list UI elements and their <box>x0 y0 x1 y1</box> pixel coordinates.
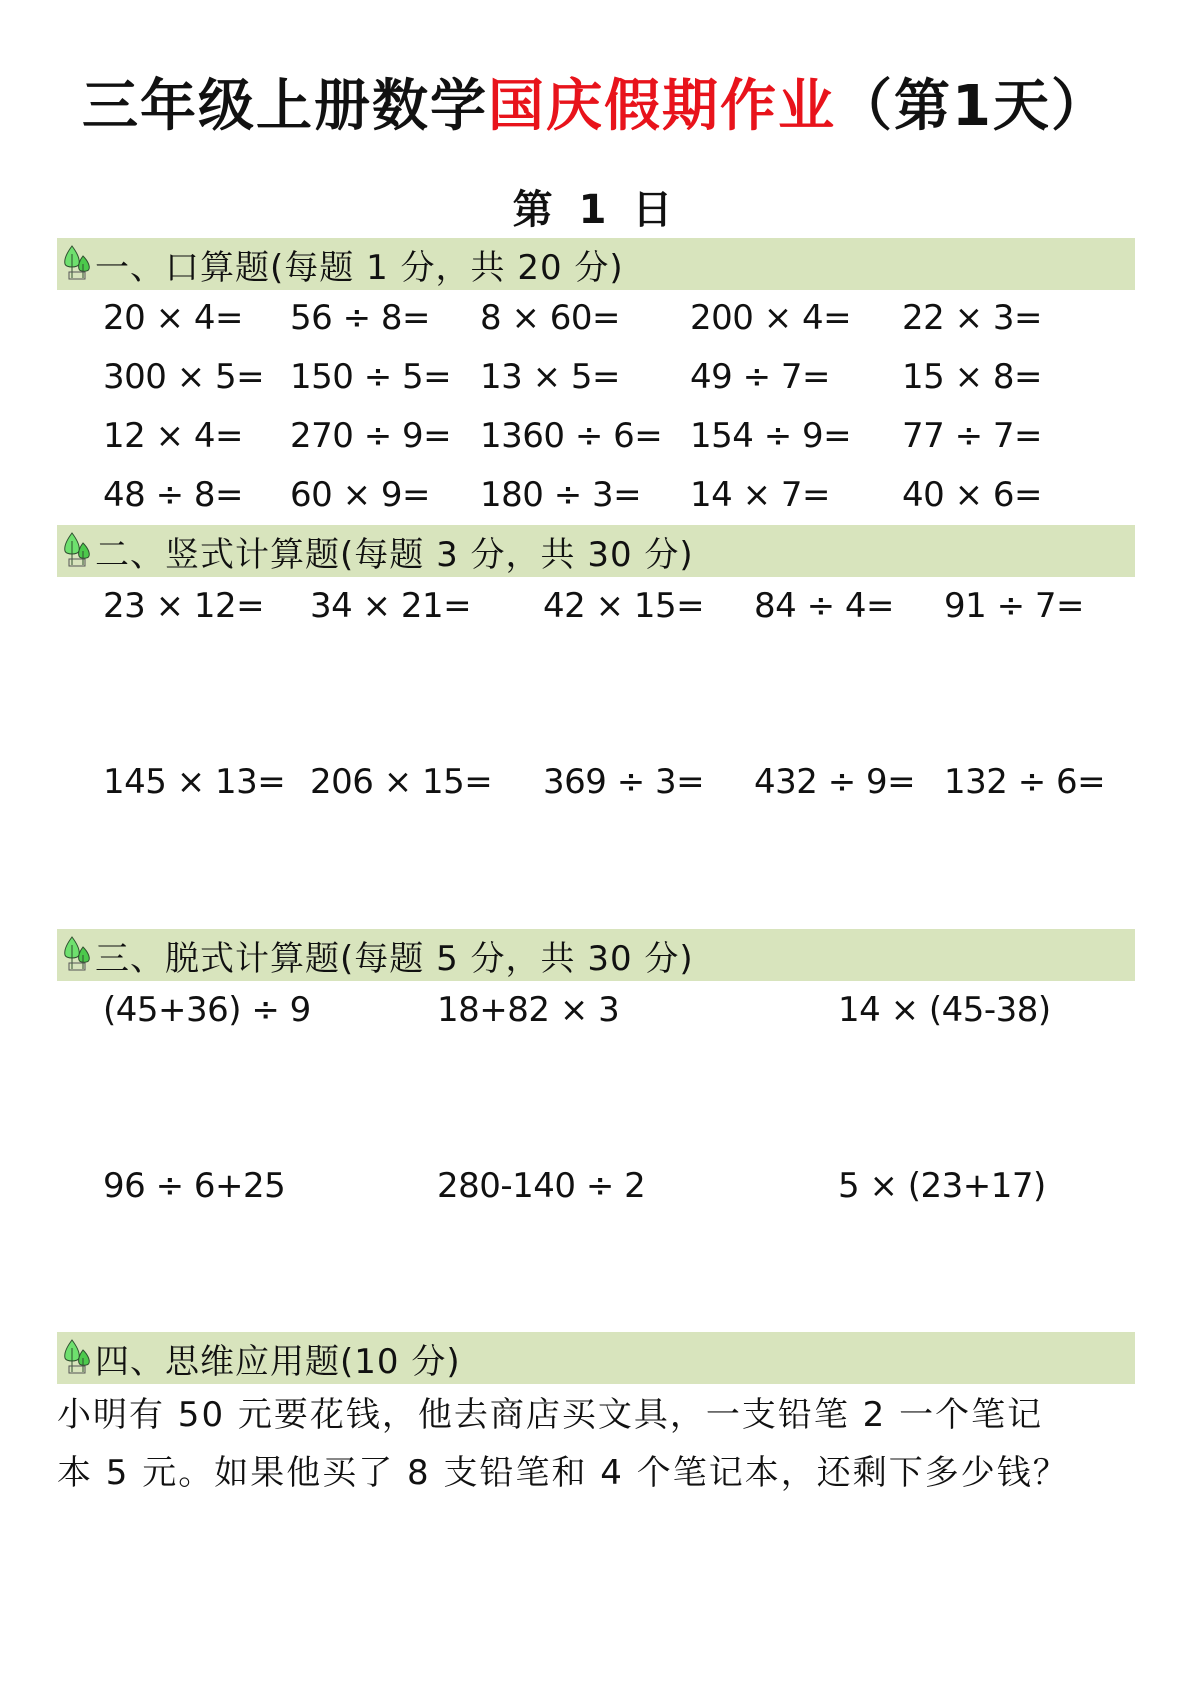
problem: 1360 ÷ 6= <box>480 416 663 456</box>
page-title <box>0 62 1191 142</box>
title-red: 国庆假期作业 <box>488 74 837 139</box>
problem-row <box>0 357 1191 407</box>
problem: 49 ÷ 7= <box>690 357 830 397</box>
problem: 42 × 15= <box>543 586 705 626</box>
problem-row <box>0 990 1191 1040</box>
problem: 40 × 6= <box>902 475 1042 515</box>
problem: 145 × 13= <box>103 762 286 802</box>
problem: 369 ÷ 3= <box>543 762 705 802</box>
problem: 432 ÷ 9= <box>754 762 916 802</box>
problem: 15 × 8= <box>902 357 1042 397</box>
section-header-vertical <box>57 525 1135 577</box>
problem: 14 × 7= <box>690 475 830 515</box>
problem: 206 × 15= <box>310 762 493 802</box>
problem: 280-140 ÷ 2 <box>437 1166 646 1206</box>
problem: 96 ÷ 6+25 <box>103 1166 286 1206</box>
problem: 48 ÷ 8= <box>103 475 243 515</box>
problem: 34 × 21= <box>310 586 472 626</box>
problem: 91 ÷ 7= <box>944 586 1084 626</box>
section-title: 三、脱式计算题(每题 5 分，共 30 分) <box>95 938 694 979</box>
problem: 18+82 × 3 <box>437 990 620 1030</box>
problem: 8 × 60= <box>480 298 620 338</box>
section-header-application <box>57 1332 1135 1384</box>
section-title: 四、思维应用题(10 分) <box>95 1341 461 1382</box>
problem-row <box>0 475 1191 525</box>
section-header-oral <box>57 238 1135 290</box>
problem: 150 ÷ 5= <box>290 357 452 397</box>
problem: (45+36) ÷ 9 <box>103 990 311 1030</box>
problem: 56 ÷ 8= <box>290 298 430 338</box>
problem: 154 ÷ 9= <box>690 416 852 456</box>
problem-row <box>0 298 1191 348</box>
problem: 5 × (23+17) <box>838 1166 1046 1206</box>
problem: 14 × (45-38) <box>838 990 1051 1030</box>
problem: 300 × 5= <box>103 357 265 397</box>
problem: 77 ÷ 7= <box>902 416 1042 456</box>
page-subtitle: 第 1 日 <box>512 187 679 233</box>
title-black: 三年级上册数学 <box>82 74 489 139</box>
problem-row <box>0 762 1191 812</box>
section-title: 一、口算题(每题 1 分，共 20 分) <box>95 247 624 288</box>
problem: 84 ÷ 4= <box>754 586 894 626</box>
problem-row <box>0 586 1191 636</box>
problem: 132 ÷ 6= <box>944 762 1106 802</box>
problem: 22 × 3= <box>902 298 1042 338</box>
tree-icon <box>63 244 91 284</box>
problem: 12 × 4= <box>103 416 243 456</box>
problem: 20 × 4= <box>103 298 243 338</box>
problem: 13 × 5= <box>480 357 620 397</box>
word-problem-line: 小明有 50 元要花钱，他去商店买文具，一支铅笔 2 一个笔记 <box>57 1395 1044 1435</box>
problem-row <box>0 1166 1191 1216</box>
problem-row <box>0 416 1191 466</box>
section-title: 二、竖式计算题(每题 3 分，共 30 分) <box>95 534 694 575</box>
problem: 60 × 9= <box>290 475 430 515</box>
problem: 180 ÷ 3= <box>480 475 642 515</box>
title-suffix: （第1天） <box>836 74 1109 139</box>
problem: 200 × 4= <box>690 298 852 338</box>
word-problem <box>57 1386 1147 1502</box>
tree-icon <box>63 1338 91 1378</box>
problem: 270 ÷ 9= <box>290 416 452 456</box>
problem: 23 × 12= <box>103 586 265 626</box>
tree-icon <box>63 935 91 975</box>
section-header-step <box>57 929 1135 981</box>
tree-icon <box>63 531 91 571</box>
word-problem-line: 本 5 元。如果他买了 8 支铅笔和 4 个笔记本，还剩下多少钱？ <box>57 1453 1069 1493</box>
